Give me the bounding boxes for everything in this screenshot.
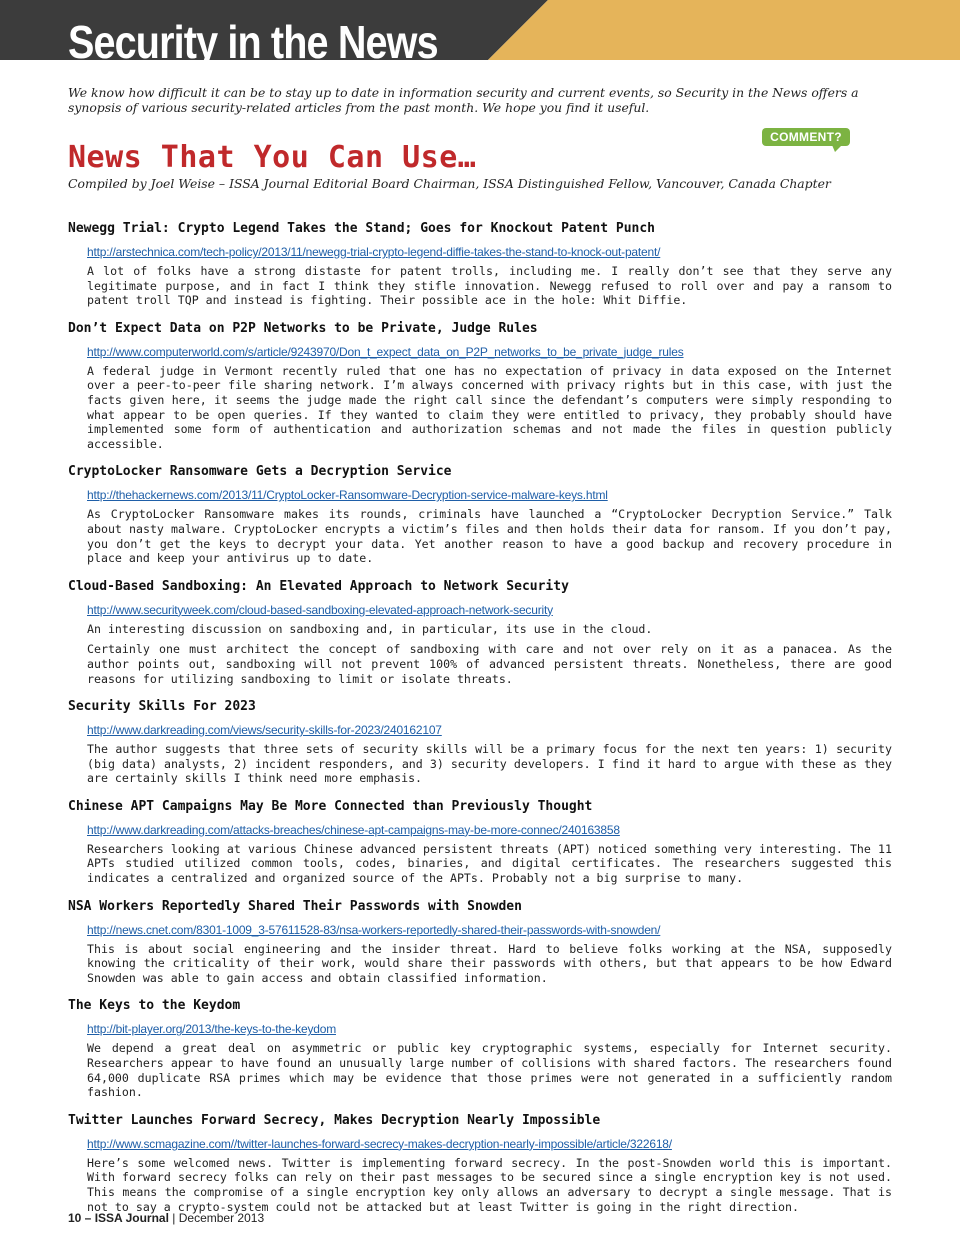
article-title: The Keys to the Keydom xyxy=(68,998,241,1014)
banner-accent-bar xyxy=(488,0,960,60)
headline: News That You Can Use… xyxy=(68,140,477,175)
article-title: Twitter Launches Forward Secrecy, Makes Decryption Nearly Impossible xyxy=(68,1112,601,1128)
article-link[interactable]: http://www.darkreading.com/attacks-breaches/chinese-apt-campaigns-may-be-more-connec/240163858 xyxy=(87,822,620,837)
article-summary: As CryptoLocker Ransomware makes its rounds, criminals have launched a “CryptoLocker Decryption Service.” Talk about nasty malware. CryptoLocker encrypts a victim’s files and then holds their data for ransom. If you don’t pay, you don’t get the keys to decrypt your data. Yet another reason to have a good backup and recovery procedure in place and keep your antivirus up to date. xyxy=(87,507,892,566)
article xyxy=(68,1112,892,1214)
article-link[interactable]: http://news.cnet.com/8301-1009_3-57611528-83/nsa-workers-reportedly-shared-their-passwords-with-snowden/ xyxy=(87,922,661,937)
article-link[interactable]: http://www.scmagazine.com//twitter-launches-forward-secrecy-makes-decryption-nearly-impossible/article/322618/ xyxy=(87,1136,672,1151)
byline: Compiled by Joel Weise – ISSA Journal Editorial Board Chairman, ISSA Distinguished Fellow, Vancouver, Canada Chapter xyxy=(68,176,831,191)
article-title: Cloud-Based Sandboxing: An Elevated Approach to Network Security xyxy=(68,578,569,594)
article-title: Newegg Trial: Crypto Legend Takes the Stand; Goes for Knockout Patent Punch xyxy=(68,221,655,236)
article xyxy=(68,997,892,1099)
article-title: CryptoLocker Ransomware Gets a Decryption Service xyxy=(68,464,452,480)
article-summary: A federal judge in Vermont recently ruled that one has no expectation of privacy in data exposed on the Internet over a peer-to-peer file sharing network. I’m always concerned with privacy rights but in this case, with just the facts given here, it seems the judge made the right call since the defendant’s computers were simply responding to what appear to be open queries. If they wanted to claim they were entitled to privacy, they probably should have implemented some form of authentication and authorization schemas and not made the files in question publicly accessible. xyxy=(87,363,892,451)
article-link[interactable]: http://arstechnica.com/tech-policy/2013/11/newegg-trial-crypto-legend-diffie-takes-the-stand-to-knock-out-patent/ xyxy=(87,245,661,259)
article-link[interactable]: http://www.darkreading.com/views/security-skills-for-2023/240162107 xyxy=(87,723,442,738)
article-summary: Here’s some welcomed news. Twitter is implementing forward secrecy. In the post-Snowden world this is important. With forward secrecy folks can rely on their past messages to be secured since a single encryption key is not used. This means the compromise of a single encryption key only allows an adversary to decrypt a single message. That is not to say a crypto-system could not be attacked but at least Twitter is going in the right direction. xyxy=(87,1155,892,1214)
article xyxy=(68,220,892,308)
page-banner xyxy=(0,0,960,68)
footer-page-label: 10 – ISSA Journal xyxy=(68,1211,169,1225)
footer-separator: | xyxy=(168,1211,179,1225)
article-link[interactable]: http://bit-player.org/2013/the-keys-to-the-keydom xyxy=(87,1022,336,1037)
intro-text: We know how difficult it can be to stay up to date in information security and current events, so Security in the News offers a synopsis of various security-related articles from the past month. We hope you find it useful. xyxy=(68,85,859,115)
article xyxy=(68,798,892,886)
article-link[interactable]: http://www.securityweek.com/cloud-based-sandboxing-elevated-approach-network-security xyxy=(87,602,553,617)
article-summary: Certainly one must architect the concept of sandboxing with care and not over rely on it as a panacea. As the author points out, sandboxing will not prevent 100% of advanced persistent threats. Nonetheless, there are good reasons for utilizing sandboxing to limit or isolate threats. xyxy=(87,642,892,686)
article-summary: We depend a great deal on asymmetric or public key cryptographic systems, especially for Internet security. Researchers appear to have found an unusually large number of collisions with shared factors. The researchers found 64,000 duplicate RSA primes which may be evidence that those primes were not generated in a sufficiently random fashion. xyxy=(87,1041,892,1100)
comment-button[interactable]: COMMENT? xyxy=(762,128,850,146)
article-summary: The author suggests that three sets of security skills will be a primary focus for the next ten years: 1) security (big data) analysts, 2) incident responders, and 3) security developers. I find it hard to argue with these as they are certainly skills I think need more emphasis. xyxy=(87,742,892,786)
page-title: Security in the News xyxy=(68,16,438,68)
article-title: Don’t Expect Data on P2P Networks to be Private, Judge Rules xyxy=(68,320,538,336)
article-title: Chinese APT Campaigns May Be More Connected than Previously Thought xyxy=(68,798,593,814)
article xyxy=(68,463,892,565)
page-footer xyxy=(68,1211,264,1225)
footer-date: December 2013 xyxy=(178,1211,265,1225)
article-summary: This is about social engineering and the insider threat. Hard to believe folks working at the NSA, supposedly knowing the criticality of their work, would share their passwords with others, but that appears to be how Edward Snowden was able to gain access and obtain classified information. xyxy=(87,941,892,985)
article-list xyxy=(68,220,892,1226)
article-summary: An interesting discussion on sandboxing and, in particular, its use in the cloud. xyxy=(87,621,653,636)
article xyxy=(68,320,892,452)
article xyxy=(68,898,892,986)
article-title: Security Skills For 2023 xyxy=(68,699,256,715)
article-link[interactable]: http://thehackernews.com/2013/11/CryptoLocker-Ransomware-Decryption-service-malware-keys.html xyxy=(87,488,608,503)
article xyxy=(68,698,892,786)
article-summary: Researchers looking at various Chinese advanced persistent threats (APT) noticed something very interesting. The 11 APTs studied utilized common tools, codes, binaries, and digital certificates. The researchers suggested this indicates a centralized and organized source of the APTs. Probably not a big surprise to many. xyxy=(87,841,892,886)
article-summary: A lot of folks have a strong distaste for patent trolls, including me. I really don’t see that they serve any legitimate purpose, and in fact I think they stifle innovation. Newegg refused to roll over and pay a ransom to patent troll TQP and instead is fighting. Their possible ace in the hole: Whit Diffie. xyxy=(87,264,892,308)
article-link[interactable]: http://www.computerworld.com/s/article/9243970/Don_t_expect_data_on_P2P_networks_to_be_private_judge_rules xyxy=(87,344,684,359)
article xyxy=(68,578,892,686)
article-title: NSA Workers Reportedly Shared Their Passwords with Snowden xyxy=(68,898,522,914)
